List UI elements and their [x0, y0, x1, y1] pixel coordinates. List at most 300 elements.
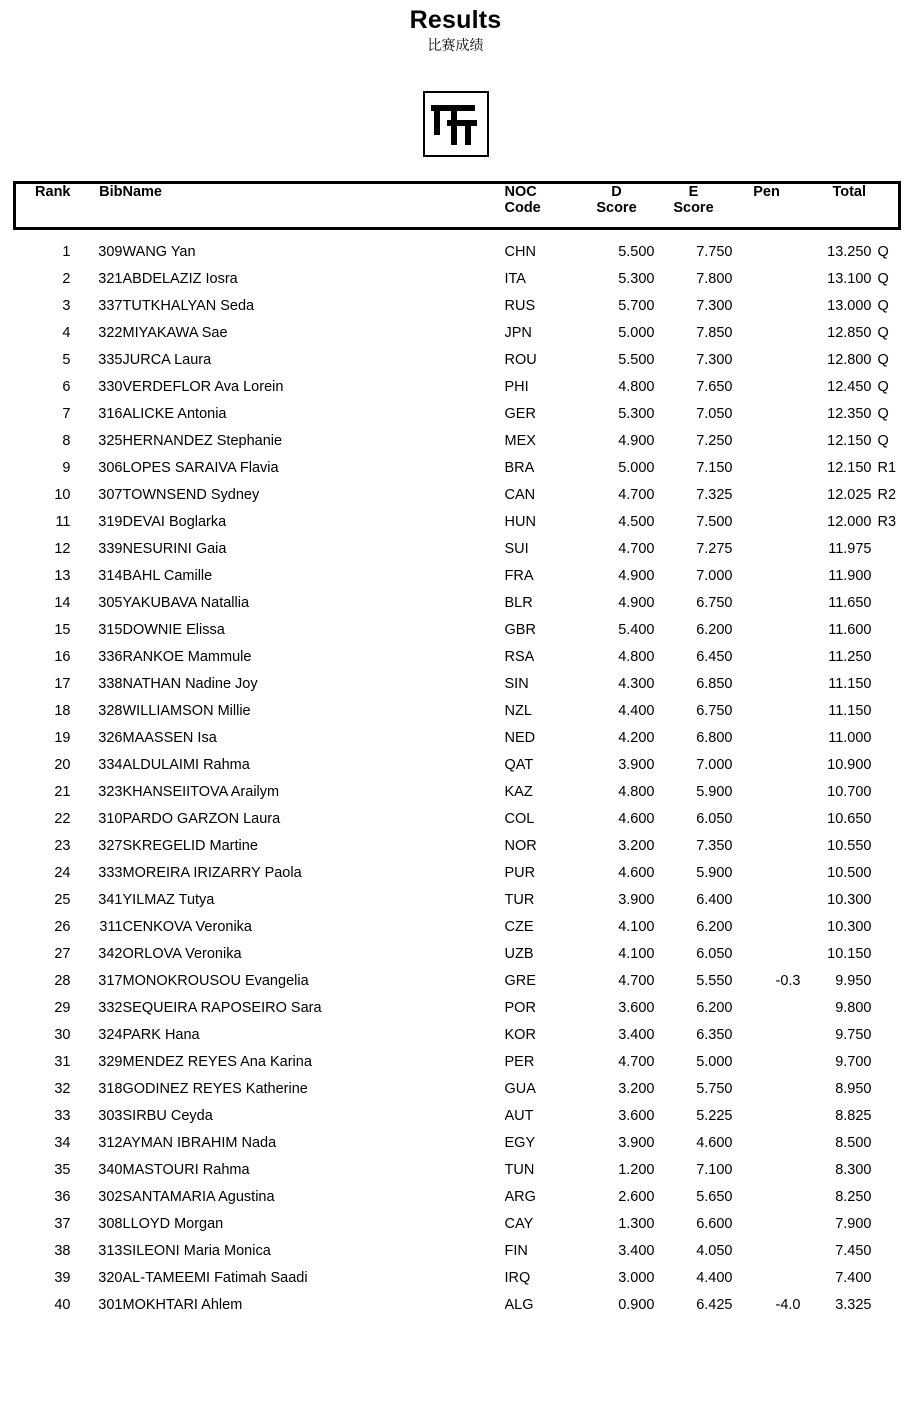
- table-row: [15, 995, 900, 1022]
- total-score-value: 10.700: [827, 784, 872, 800]
- cell-e-score: 7.500: [696, 514, 733, 530]
- cell-d-score: 4.900: [618, 568, 655, 584]
- cell-bib: 316: [98, 406, 123, 422]
- cell-penalty: [733, 455, 801, 482]
- cell-rank: 22: [54, 811, 71, 827]
- cell-d-score: 4.500: [618, 514, 655, 530]
- cell-noc-code: JPN: [504, 325, 532, 341]
- cell-bib: 312: [98, 1135, 123, 1151]
- cell-total: [801, 229, 900, 267]
- cell-bib: 335: [98, 352, 123, 368]
- total-score-value: 13.000: [827, 298, 872, 314]
- cell-total: [801, 995, 900, 1022]
- cell-e-score: 7.000: [696, 568, 733, 584]
- cell-penalty: [733, 752, 801, 779]
- cell-bib: 320: [98, 1270, 123, 1286]
- total-score-value: 11.900: [828, 568, 872, 584]
- cell-total: [801, 293, 900, 320]
- cell-total: [801, 320, 900, 347]
- column-header-d-label-2: Score: [596, 200, 637, 216]
- cell-noc-code: GER: [504, 406, 536, 422]
- cell-e-score: 7.800: [696, 271, 733, 287]
- cell-e-score: 7.325: [696, 487, 733, 503]
- total-score-value: 12.350: [827, 406, 872, 422]
- cell-rank: 29: [54, 1000, 71, 1016]
- cell-rank: 20: [54, 757, 71, 773]
- table-row: [15, 1130, 900, 1157]
- cell-e-score: 6.425: [696, 1297, 733, 1313]
- results-table: [13, 181, 901, 1319]
- cell-noc-code: QAT: [504, 757, 534, 773]
- cell-d-score: 4.900: [618, 433, 655, 449]
- cell-total: [801, 1049, 900, 1076]
- cell-d-score: 5.300: [618, 406, 655, 422]
- cell-noc-code: NED: [504, 730, 536, 746]
- cell-name: PARK Hana: [122, 1027, 200, 1043]
- cell-bib: 341: [98, 892, 123, 908]
- cell-rank: 23: [54, 838, 71, 854]
- cell-d-score: 3.900: [618, 1135, 655, 1151]
- cell-name: SIRBU Ceyda: [122, 1108, 213, 1124]
- column-header-noc-label: NOC: [504, 184, 537, 200]
- cell-e-score: 6.050: [696, 811, 733, 827]
- cell-e-score: 7.100: [696, 1162, 733, 1178]
- column-header-e-label: E: [688, 184, 699, 200]
- total-score-value: 11.150: [828, 703, 872, 719]
- cell-e-score: 4.400: [696, 1270, 733, 1286]
- cell-name: KHANSEIITOVA Arailym: [122, 784, 280, 800]
- cell-penalty: [733, 644, 801, 671]
- cell-rank: 30: [54, 1027, 71, 1043]
- cell-bib: 327: [98, 838, 123, 854]
- cell-bib: 307: [98, 487, 123, 503]
- cell-rank: 37: [54, 1216, 71, 1232]
- cell-e-score: 5.225: [696, 1108, 733, 1124]
- total-score-value: 11.150: [828, 676, 872, 692]
- table-row: [15, 455, 900, 482]
- cell-penalty: [733, 320, 801, 347]
- table-row: [15, 1049, 900, 1076]
- cell-e-score: 6.750: [696, 595, 733, 611]
- total-score-value: 9.800: [835, 1000, 872, 1016]
- cell-total: [801, 671, 900, 698]
- cell-rank: 40: [54, 1297, 71, 1313]
- cell-total: [801, 806, 900, 833]
- cell-penalty: [733, 536, 801, 563]
- cell-name: ALDULAIMI Rahma: [122, 757, 250, 773]
- cell-noc-code: NOR: [504, 838, 537, 854]
- cell-total: [801, 968, 900, 995]
- qualification-marker: Q: [877, 406, 889, 422]
- uneven-bars-pictogram-icon: [423, 91, 489, 157]
- cell-d-score: 4.700: [618, 541, 655, 557]
- column-header-name: [123, 183, 505, 229]
- cell-name: RANKOE Mammule: [122, 649, 252, 665]
- cell-rank: 32: [54, 1081, 71, 1097]
- cell-total: [801, 1076, 900, 1103]
- cell-penalty: [733, 590, 801, 617]
- table-row: [15, 1103, 900, 1130]
- cell-e-score: 7.250: [696, 433, 733, 449]
- cell-bib: 306: [98, 460, 123, 476]
- page-header: [0, 0, 911, 55]
- cell-rank: 2: [62, 271, 71, 287]
- cell-bib: 302: [98, 1189, 123, 1205]
- table-row: [15, 482, 900, 509]
- cell-d-score: 4.200: [618, 730, 655, 746]
- cell-penalty: [733, 293, 801, 320]
- cell-name: ABDELAZIZ Iosra: [122, 271, 238, 287]
- cell-rank: 25: [54, 892, 71, 908]
- cell-bib: 321: [98, 271, 123, 287]
- total-score-value: 10.150: [827, 946, 872, 962]
- table-row: [15, 752, 900, 779]
- cell-penalty: [733, 941, 801, 968]
- cell-d-score: 3.400: [618, 1243, 655, 1259]
- cell-e-score: 7.275: [696, 541, 733, 557]
- table-row: [15, 1292, 900, 1319]
- cell-total: [801, 1184, 900, 1211]
- cell-penalty: -0.3: [775, 973, 801, 989]
- qualification-marker: R2: [877, 487, 897, 503]
- cell-bib: 324: [98, 1027, 123, 1043]
- cell-total: [801, 1211, 900, 1238]
- cell-noc-code: NZL: [504, 703, 532, 719]
- cell-e-score: 4.050: [696, 1243, 733, 1259]
- cell-noc-code: ALG: [504, 1297, 534, 1313]
- cell-e-score: 5.900: [696, 865, 733, 881]
- cell-bib: 319: [98, 514, 123, 530]
- cell-penalty: [733, 887, 801, 914]
- total-score-value: 11.000: [828, 730, 872, 746]
- cell-noc-code: TUR: [504, 892, 535, 908]
- cell-noc-code: KOR: [504, 1027, 536, 1043]
- column-header-noc-code: [505, 183, 579, 229]
- cell-e-score: 6.200: [696, 622, 733, 638]
- cell-bib: 311: [99, 919, 123, 935]
- cell-penalty: [733, 725, 801, 752]
- cell-e-score: 7.300: [696, 352, 733, 368]
- cell-penalty: [733, 1265, 801, 1292]
- total-score-value: 9.950: [835, 973, 872, 989]
- cell-rank: 26: [54, 919, 71, 935]
- cell-noc-code: PUR: [504, 865, 536, 881]
- cell-total: [801, 482, 900, 509]
- total-score-value: 7.450: [835, 1243, 872, 1259]
- cell-total: [801, 455, 900, 482]
- cell-d-score: 3.900: [618, 757, 655, 773]
- cell-name: WILLIAMSON Millie: [122, 703, 251, 719]
- cell-total: [801, 1265, 900, 1292]
- cell-e-score: 5.000: [696, 1054, 733, 1070]
- table-row: [15, 941, 900, 968]
- total-score-value: 9.700: [835, 1054, 872, 1070]
- total-score-value: 9.750: [835, 1027, 872, 1043]
- cell-total: [801, 1022, 900, 1049]
- results-table-container: [13, 181, 898, 1319]
- cell-total: [801, 725, 900, 752]
- table-row: [15, 1076, 900, 1103]
- cell-name: JURCA Laura: [122, 352, 212, 368]
- cell-noc-code: ITA: [504, 271, 526, 287]
- cell-d-score: 5.700: [618, 298, 655, 314]
- cell-noc-code: IRQ: [504, 1270, 531, 1286]
- column-header-rank: [15, 183, 71, 229]
- cell-rank: 14: [54, 595, 71, 611]
- cell-name: NATHAN Nadine Joy: [122, 676, 258, 692]
- cell-bib: 322: [98, 325, 123, 341]
- table-row: [15, 806, 900, 833]
- cell-rank: 39: [54, 1270, 71, 1286]
- cell-e-score: 6.450: [696, 649, 733, 665]
- total-score-value: 8.250: [835, 1189, 872, 1205]
- column-header-total: [801, 183, 900, 229]
- qualification-marker: Q: [877, 352, 889, 368]
- cell-name: AYMAN IBRAHIM Nada: [122, 1135, 277, 1151]
- cell-name: MOKHTARI Ahlem: [122, 1297, 243, 1313]
- cell-total: [801, 1130, 900, 1157]
- cell-noc-code: KAZ: [504, 784, 533, 800]
- total-score-value: 13.100: [827, 271, 872, 287]
- table-row: [15, 266, 900, 293]
- cell-d-score: 4.800: [618, 784, 655, 800]
- cell-total: [801, 860, 900, 887]
- cell-penalty: -4.0: [775, 1297, 801, 1313]
- cell-name: LLOYD Morgan: [122, 1216, 224, 1232]
- cell-rank: 27: [54, 946, 71, 962]
- cell-penalty: [733, 401, 801, 428]
- qualification-marker: Q: [877, 271, 889, 287]
- cell-bib: 342: [98, 946, 123, 962]
- cell-rank: 16: [54, 649, 71, 665]
- cell-name: AL-TAMEEMI Fatimah Saadi: [122, 1270, 308, 1286]
- cell-e-score: 6.850: [696, 676, 733, 692]
- cell-penalty: [733, 509, 801, 536]
- cell-penalty: [733, 1022, 801, 1049]
- cell-bib: 337: [98, 298, 123, 314]
- cell-e-score: 7.300: [696, 298, 733, 314]
- table-row: [15, 779, 900, 806]
- cell-e-score: 6.050: [696, 946, 733, 962]
- cell-penalty: [733, 779, 801, 806]
- cell-total: [801, 1238, 900, 1265]
- cell-bib: 308: [98, 1216, 123, 1232]
- cell-rank: 28: [54, 973, 71, 989]
- cell-penalty: [733, 1211, 801, 1238]
- cell-d-score: 5.300: [618, 271, 655, 287]
- cell-noc-code: CZE: [504, 919, 534, 935]
- table-header: [15, 183, 900, 229]
- total-score-value: 11.600: [828, 622, 872, 638]
- cell-rank: 7: [62, 406, 71, 422]
- cell-noc-code: GBR: [504, 622, 536, 638]
- cell-penalty: [733, 266, 801, 293]
- total-score-value: 3.325: [835, 1297, 872, 1313]
- cell-rank: 19: [54, 730, 71, 746]
- cell-rank: 12: [54, 541, 71, 557]
- column-header-e-score: [655, 183, 733, 229]
- total-score-value: 11.250: [828, 649, 872, 665]
- cell-total: [801, 563, 900, 590]
- cell-noc-code: BRA: [504, 460, 535, 476]
- cell-e-score: 7.150: [696, 460, 733, 476]
- cell-total: [801, 266, 900, 293]
- cell-d-score: 2.600: [618, 1189, 655, 1205]
- cell-bib: 326: [98, 730, 123, 746]
- column-header-total-label: Total: [832, 184, 867, 200]
- cell-total: [801, 1157, 900, 1184]
- table-row: [15, 374, 900, 401]
- cell-d-score: 4.100: [618, 946, 655, 962]
- column-header-d-score: [579, 183, 655, 229]
- cell-noc-code: AUT: [504, 1108, 534, 1124]
- cell-e-score: 5.650: [696, 1189, 733, 1205]
- cell-name: GODINEZ REYES Katherine: [122, 1081, 308, 1097]
- cell-total: [801, 1103, 900, 1130]
- cell-d-score: 3.000: [618, 1270, 655, 1286]
- cell-bib: 328: [98, 703, 123, 719]
- cell-d-score: 5.000: [618, 325, 655, 341]
- cell-rank: 4: [62, 325, 71, 341]
- cell-total: [801, 536, 900, 563]
- cell-name: NESURINI Gaia: [122, 541, 227, 557]
- cell-name: TUTKHALYAN Seda: [122, 298, 255, 314]
- cell-penalty: [733, 1184, 801, 1211]
- total-score-value: 8.950: [835, 1081, 872, 1097]
- cell-noc-code: FRA: [504, 568, 534, 584]
- total-score-value: 7.900: [835, 1216, 872, 1232]
- cell-d-score: 5.500: [618, 352, 655, 368]
- cell-name: ORLOVA Veronika: [122, 946, 242, 962]
- cell-rank: 21: [54, 784, 71, 800]
- cell-penalty: [733, 374, 801, 401]
- column-header-name-label: Name: [122, 184, 162, 200]
- total-score-value: 8.500: [835, 1135, 872, 1151]
- table-row: [15, 914, 900, 941]
- cell-penalty: [733, 914, 801, 941]
- total-score-value: 10.900: [827, 757, 872, 773]
- cell-total: [801, 779, 900, 806]
- table-row: [15, 509, 900, 536]
- cell-e-score: 6.350: [696, 1027, 733, 1043]
- table-row: [15, 887, 900, 914]
- column-header-noc-label-2: Code: [504, 200, 541, 216]
- cell-rank: 6: [62, 379, 71, 395]
- cell-name: SANTAMARIA Agustina: [122, 1189, 275, 1205]
- total-score-value: 12.850: [827, 325, 872, 341]
- column-header-pen-label: Pen: [753, 184, 780, 200]
- total-score-value: 13.250: [827, 244, 872, 260]
- cell-penalty: [733, 1157, 801, 1184]
- cell-d-score: 3.200: [618, 838, 655, 854]
- page-title: Results: [409, 6, 502, 34]
- cell-name: YILMAZ Tutya: [122, 892, 215, 908]
- cell-total: [801, 887, 900, 914]
- table-row: [15, 293, 900, 320]
- cell-noc-code: PER: [504, 1054, 535, 1070]
- table-row: [15, 860, 900, 887]
- cell-total: [801, 401, 900, 428]
- cell-noc-code: EGY: [504, 1135, 536, 1151]
- cell-penalty: [733, 563, 801, 590]
- cell-penalty: [733, 428, 801, 455]
- cell-noc-code: SUI: [504, 541, 529, 557]
- cell-bib: 340: [98, 1162, 123, 1178]
- cell-bib: 338: [98, 676, 123, 692]
- cell-rank: 8: [62, 433, 71, 449]
- cell-noc-code: GRE: [504, 973, 536, 989]
- table-row: [15, 671, 900, 698]
- cell-penalty: [733, 347, 801, 374]
- cell-name: SEQUEIRA RAPOSEIRO Sara: [122, 1000, 322, 1016]
- cell-e-score: 6.200: [696, 919, 733, 935]
- cell-bib: 333: [98, 865, 123, 881]
- cell-penalty: [733, 1076, 801, 1103]
- column-header-e-label-2: Score: [673, 200, 714, 216]
- cell-name: TOWNSEND Sydney: [122, 487, 260, 503]
- column-header-bib-label: Bib: [99, 184, 123, 200]
- table-row: [15, 563, 900, 590]
- total-score-value: 11.975: [828, 541, 872, 557]
- qualification-marker: R1: [877, 460, 897, 476]
- cell-penalty: [733, 1238, 801, 1265]
- cell-d-score: 4.100: [618, 919, 655, 935]
- cell-bib: 309: [98, 244, 123, 260]
- total-score-value: 11.650: [828, 595, 872, 611]
- total-score-value: 12.800: [827, 352, 872, 368]
- cell-e-score: 7.650: [696, 379, 733, 395]
- cell-name: PARDO GARZON Laura: [122, 811, 281, 827]
- cell-total: [801, 374, 900, 401]
- cell-noc-code: POR: [504, 1000, 536, 1016]
- table-row: [15, 617, 900, 644]
- cell-total: [801, 347, 900, 374]
- table-row: [15, 347, 900, 374]
- cell-e-score: 6.750: [696, 703, 733, 719]
- table-row: [15, 644, 900, 671]
- table-row: [15, 229, 900, 267]
- cell-d-score: 4.700: [618, 487, 655, 503]
- table-row: [15, 1157, 900, 1184]
- qualification-marker: Q: [877, 325, 889, 341]
- cell-d-score: 4.400: [618, 703, 655, 719]
- cell-name: CENKOVA Veronika: [122, 919, 252, 935]
- cell-d-score: 4.700: [618, 973, 655, 989]
- total-score-value: 12.150: [827, 433, 872, 449]
- cell-bib: 301: [98, 1297, 123, 1313]
- table-row: [15, 698, 900, 725]
- cell-name: YAKUBAVA Natallia: [122, 595, 250, 611]
- cell-e-score: 6.200: [696, 1000, 733, 1016]
- cell-bib: 330: [98, 379, 123, 395]
- total-score-value: 10.300: [827, 919, 872, 935]
- cell-d-score: 3.400: [618, 1027, 655, 1043]
- cell-d-score: 3.600: [618, 1000, 655, 1016]
- cell-name: LOPES SARAIVA Flavia: [122, 460, 279, 476]
- cell-bib: 334: [98, 757, 123, 773]
- page-subtitle: 比赛成绩: [427, 37, 484, 53]
- cell-name: SKREGELID Martine: [122, 838, 258, 854]
- cell-bib: 332: [98, 1000, 123, 1016]
- cell-noc-code: ARG: [504, 1189, 536, 1205]
- cell-noc-code: FIN: [504, 1243, 528, 1259]
- table-row: [15, 428, 900, 455]
- table-row: [15, 1211, 900, 1238]
- cell-bib: 323: [98, 784, 123, 800]
- table-row: [15, 725, 900, 752]
- cell-total: [801, 914, 900, 941]
- cell-penalty: [733, 833, 801, 860]
